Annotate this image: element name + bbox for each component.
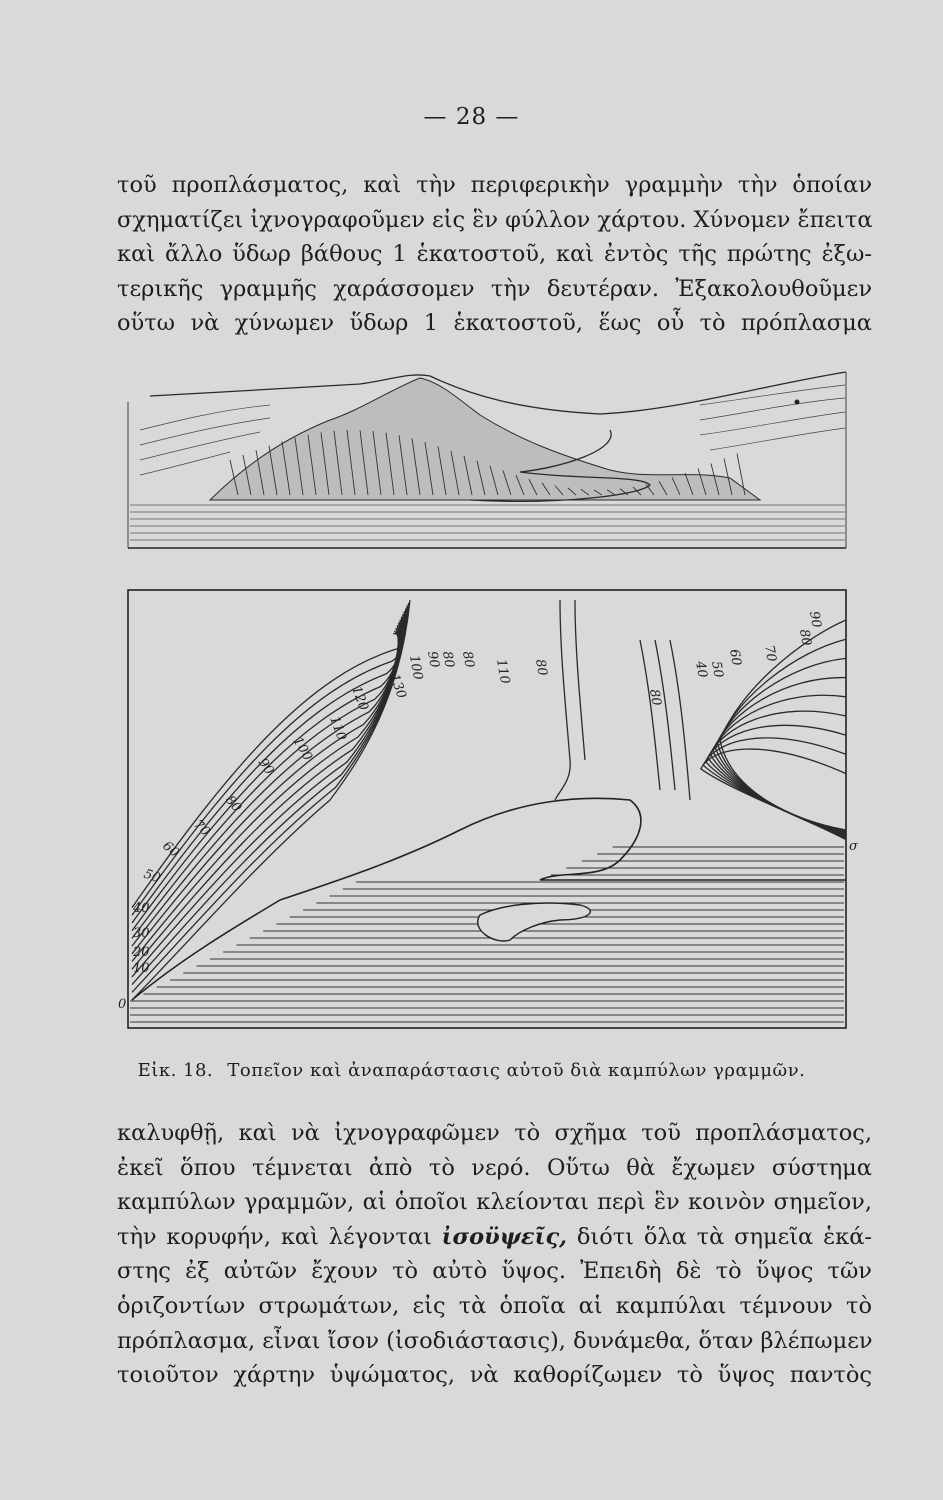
contour-label: 50	[141, 866, 163, 887]
contour-label: 80	[221, 792, 245, 816]
contour-map	[118, 590, 859, 1028]
contour-label: 80	[796, 628, 814, 647]
contour-label: 80	[459, 650, 477, 669]
text-fragment: διότι ὅλα τὰ σημεῖα ἑκά-	[567, 1223, 872, 1250]
contour-label: 100	[289, 734, 315, 764]
contour-label: 120	[348, 684, 371, 713]
text-line: σχηματίζει ἰχνογραφοῦμεν εἰς ἓν φύλλον χάρτου. Χύνομεν ἔπειτα	[117, 206, 873, 233]
contour-label: 70	[190, 817, 213, 840]
contour-label: 70	[761, 644, 779, 663]
text-line: καμπύλων γραμμῶν, αἱ ὁποῖοι κλείονται περὶ ἓν κοινὸν σημεῖον,	[117, 1189, 872, 1216]
contour-label: 80	[532, 658, 550, 677]
bottom-paragraph	[117, 1116, 872, 1393]
contour-label: 10	[133, 961, 150, 976]
text-line: καὶ ἄλλο ὕδωρ βάθους 1 ἑκατοστοῦ, καὶ ἐντὸς τῆς πρώτης ἐξω-	[117, 241, 872, 268]
contour-label: 60	[159, 838, 182, 861]
contour-label: σ	[849, 839, 858, 854]
caption-text: Τοπεῖον καὶ ἀναπαράστασις αὐτοῦ διὰ καμπύλων γραμμῶν.	[227, 1060, 806, 1081]
contour-label: 50	[708, 660, 726, 679]
contour-label: 40	[692, 660, 710, 679]
contour-label: 130	[386, 672, 409, 701]
text-line: στης ἐξ αὐτῶν ἔχουν τὸ αὐτὸ ὕψος. Ἐπειδὴ δὲ τὸ ὕψος τῶν	[117, 1258, 872, 1285]
figure-number: Εἰκ. 18.	[137, 1060, 214, 1081]
text-line: ὁριζοντίων στρωμάτων, εἰς τὰ ὁποῖα αἱ καμπύλαι τέμνουν τὸ	[117, 1292, 872, 1319]
defined-term: ἰσοϋψεῖς,	[441, 1223, 567, 1250]
text-line: οὕτω νὰ χύνωμεν ὕδωρ 1 ἑκατοστοῦ, ἕως οὗ τὸ πρόπλασμα	[117, 310, 872, 337]
contour-label: 110	[493, 658, 513, 686]
page-number: — 28 —	[423, 104, 520, 130]
text-fragment: τὴν κορυφήν, καὶ λέγονται	[117, 1223, 442, 1250]
text-line: ἐκεῖ ὅπου τέμνεται ἀπὸ τὸ νερό. Οὕτω θὰ ἔχωμεν σύστημα	[117, 1154, 872, 1181]
contour-label: 90	[424, 650, 442, 669]
contour-label: 90	[806, 610, 824, 629]
contour-label: 100	[406, 654, 426, 682]
text-line: τοιοῦτον χάρτην ὑψώματος, νὰ καθορίζωμεν τὸ ὕψος παντὸς	[117, 1362, 872, 1389]
contour-label: 60	[726, 648, 744, 667]
contour-label: 20	[133, 945, 150, 960]
text-line: καλυφθῇ, καὶ νὰ ἰχνογραφῶμεν τὸ σχῆμα τοῦ προπλάσματος,	[117, 1120, 872, 1146]
text-line: πρόπλασμα, εἶναι ἴσον (ἰσοδιάστασις), δυνάμεθα, ὅταν βλέπωμεν	[117, 1327, 873, 1354]
contour-label: 110	[326, 714, 349, 743]
contour-label: 80	[646, 688, 664, 707]
text-line: τοῦ προπλάσματος, καὶ τὴν περιφερικὴν γραμμὴν τὴν ὁποίαν	[117, 172, 872, 198]
landscape-drawing	[128, 372, 846, 548]
contour-label: 80	[439, 650, 457, 669]
contour-label: 90	[254, 755, 277, 778]
contour-label: 0	[118, 997, 127, 1012]
figure-caption	[0, 1060, 943, 1081]
text-line: τερικῆς γραμμῆς χαράσσομεν τὴν δευτέραν. Ἐξακολουθοῦμεν	[117, 275, 872, 302]
contour-label: 30	[133, 926, 150, 941]
text-line	[117, 1220, 872, 1255]
contour-label: 40	[133, 901, 150, 916]
